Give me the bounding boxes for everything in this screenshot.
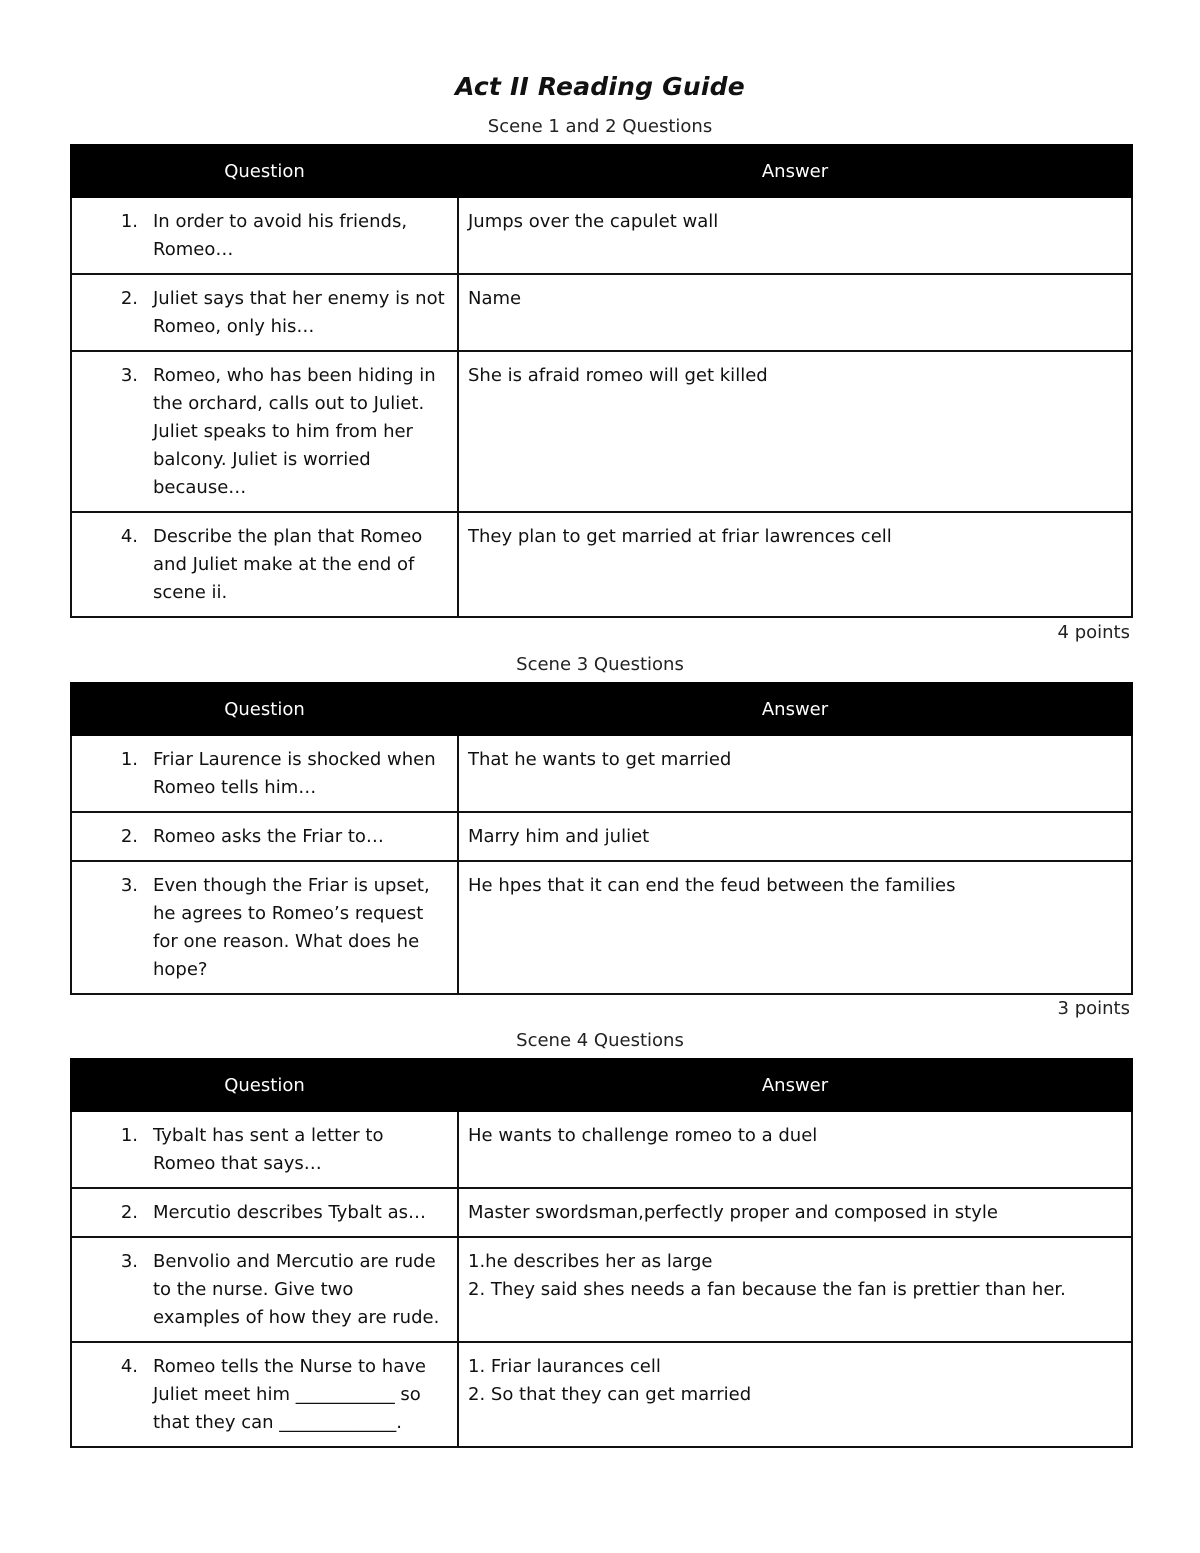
question-text: Benvolio and Mercutio are rude to the nurse. Give two examples of how they are rude. (153, 1251, 440, 1328)
answer-line: 1.he describes her as large (468, 1251, 713, 1272)
question-cell (71, 812, 458, 861)
table-row (71, 1111, 1132, 1188)
answer-line: They plan to get married at friar lawrences cell (468, 526, 892, 547)
answer-line: She is afraid romeo will get killed (468, 365, 768, 386)
answer-cell[interactable] (458, 351, 1132, 512)
answer-column-header: Answer (458, 145, 1132, 197)
question-cell (71, 1188, 458, 1237)
section-title-scene-4: Scene 4 Questions (516, 1030, 684, 1051)
question-text: Tybalt has sent a letter to Romeo that says… (153, 1125, 384, 1174)
answer-cell[interactable] (458, 812, 1132, 861)
table-header-row (71, 683, 1132, 735)
answer-cell[interactable] (458, 1342, 1132, 1447)
question-number: 3. (120, 875, 138, 896)
answer-cell[interactable] (458, 197, 1132, 274)
table-row (71, 274, 1132, 351)
question-cell (71, 735, 458, 812)
questions-table-scene-3 (70, 682, 1133, 995)
section-title-scene-1-2: Scene 1 and 2 Questions (487, 116, 713, 137)
answer-cell[interactable] (458, 735, 1132, 812)
table-row (71, 351, 1132, 512)
question-text: Mercutio describes Tybalt as… (153, 1202, 426, 1223)
question-number: 1. (120, 1125, 138, 1146)
table-row (71, 1237, 1132, 1342)
table-row (71, 735, 1132, 812)
question-number: 2. (120, 1202, 138, 1223)
question-text: Friar Laurence is shocked when Romeo tells him… (153, 749, 436, 798)
question-number: 2. (120, 288, 138, 309)
table-row (71, 1342, 1132, 1447)
question-number: 1. (120, 211, 138, 232)
question-number: 3. (120, 1251, 138, 1272)
question-column-header: Question (71, 683, 458, 735)
answer-cell[interactable] (458, 1237, 1132, 1342)
answer-line: Name (468, 288, 522, 309)
question-text: Describe the plan that Romeo and Juliet make at the end of scene ii. (153, 526, 423, 603)
question-number: 4. (120, 526, 138, 547)
question-text: Romeo asks the Friar to… (153, 826, 384, 847)
answer-cell[interactable] (458, 1111, 1132, 1188)
answer-line: Master swordsman,perfectly proper and composed in style (468, 1202, 998, 1223)
section-title-scene-3: Scene 3 Questions (516, 654, 684, 675)
question-cell (71, 351, 458, 512)
answer-line: He wants to challenge romeo to a duel (468, 1125, 818, 1146)
questions-table-scene-1-2 (70, 144, 1133, 618)
question-number: 4. (120, 1356, 138, 1377)
question-cell (71, 274, 458, 351)
points-scene-1-2: 4 points (1057, 622, 1130, 643)
answer-line: 1. Friar laurances cell (468, 1356, 661, 1377)
table-row (71, 812, 1132, 861)
answer-line: 2. They said shes needs a fan because the fan is prettier than her. (468, 1279, 1066, 1300)
table-row (71, 1188, 1132, 1237)
question-column-header: Question (71, 145, 458, 197)
answer-line: That he wants to get married (468, 749, 732, 770)
answer-line: Jumps over the capulet wall (468, 211, 719, 232)
table-row (71, 861, 1132, 994)
question-text: Romeo tells the Nurse to have Juliet meet him ___________ so that they can _____________. (153, 1356, 426, 1433)
question-cell (71, 1342, 458, 1447)
question-number: 2. (120, 826, 138, 847)
table-row (71, 197, 1132, 274)
table-header-row (71, 145, 1132, 197)
answer-line: He hpes that it can end the feud between the families (468, 875, 956, 896)
answer-cell[interactable] (458, 861, 1132, 994)
question-cell (71, 861, 458, 994)
answer-cell[interactable] (458, 1188, 1132, 1237)
table-row (71, 512, 1132, 617)
question-column-header: Question (71, 1059, 458, 1111)
answer-line: Marry him and juliet (468, 826, 650, 847)
answer-cell[interactable] (458, 274, 1132, 351)
answer-column-header: Answer (458, 1059, 1132, 1111)
answer-column-header: Answer (458, 683, 1132, 735)
page-title: Act II Reading Guide (455, 72, 745, 101)
question-number: 3. (120, 365, 138, 386)
table-header-row (71, 1059, 1132, 1111)
question-number: 1. (120, 749, 138, 770)
answer-line: 2. So that they can get married (468, 1384, 752, 1405)
question-text: In order to avoid his friends, Romeo… (153, 211, 408, 260)
answer-cell[interactable] (458, 512, 1132, 617)
question-text: Even though the Friar is upset, he agrees to Romeo’s request for one reason. What does he hope? (153, 875, 430, 980)
question-cell (71, 512, 458, 617)
questions-table-scene-4 (70, 1058, 1133, 1448)
question-cell (71, 1111, 458, 1188)
points-scene-3: 3 points (1057, 998, 1130, 1019)
question-text: Juliet says that her enemy is not Romeo, only his… (153, 288, 445, 337)
question-cell (71, 197, 458, 274)
question-text: Romeo, who has been hiding in the orchard, calls out to Juliet. Juliet speaks to him from her balcony. Juliet is worried because… (153, 365, 436, 498)
question-cell (71, 1237, 458, 1342)
